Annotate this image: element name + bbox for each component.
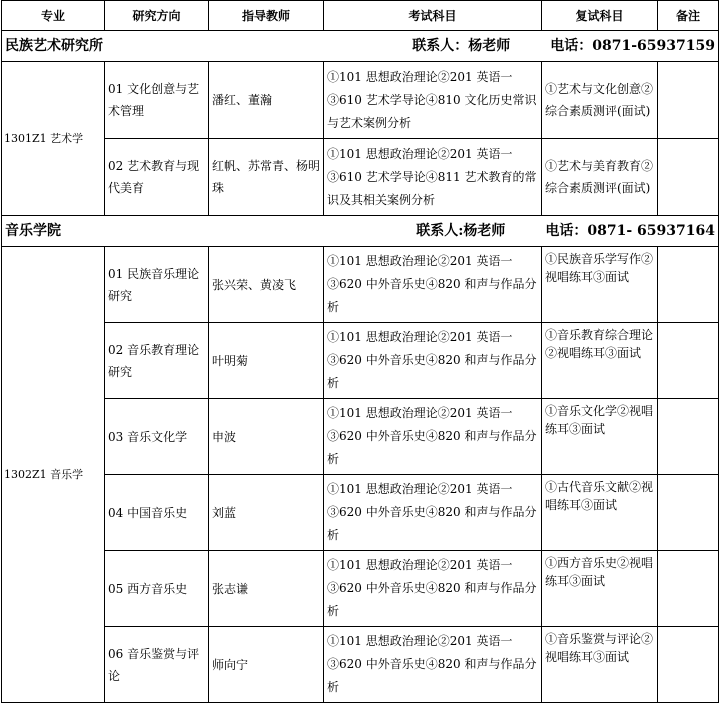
retest-cell: ①民族音乐学写作②视唱练耳③面试 bbox=[542, 247, 658, 323]
advisor-cell: 师向宁 bbox=[209, 627, 324, 703]
table-row bbox=[2, 139, 719, 216]
notes-cell bbox=[658, 475, 719, 551]
direction-cell: 02 音乐教育理论研究 bbox=[105, 323, 209, 399]
header-exam: 考试科目 bbox=[324, 1, 542, 31]
retest-cell: ①西方音乐史②视唱练耳③面试 bbox=[542, 551, 658, 627]
major-cell: 1301Z1 艺术学 bbox=[2, 62, 105, 216]
notes-cell bbox=[658, 399, 719, 475]
section-header-cell bbox=[2, 31, 719, 62]
direction-cell: 04 中国音乐史 bbox=[105, 475, 209, 551]
header-row bbox=[2, 1, 719, 31]
section-contact: 联系人：杨老师 bbox=[412, 38, 511, 54]
retest-cell: ①音乐鉴赏与评论②视唱练耳③面试 bbox=[542, 627, 658, 703]
exam-cell: ①101 思想政治理论②201 英语一③620 中外音乐史④820 和声与作品分析 bbox=[324, 247, 542, 323]
header-major: 专业 bbox=[2, 1, 105, 31]
section-phone: 电话：0871-65937159 bbox=[550, 38, 715, 54]
direction-cell: 06 音乐鉴赏与评论 bbox=[105, 627, 209, 703]
notes-cell bbox=[658, 323, 719, 399]
table-row bbox=[2, 627, 719, 703]
section-header-row bbox=[2, 216, 719, 247]
exam-cell: ①101 思想政治理论②201 英语一③610 艺术学导论④811 艺术教育的常识及其相关案例分析 bbox=[324, 139, 542, 216]
retest-cell: ①艺术与文化创意②综合素质测评(面试) bbox=[542, 62, 658, 139]
direction-cell: 02 艺术教育与现代美育 bbox=[105, 139, 209, 216]
advisor-cell: 潘红、董瀚 bbox=[209, 62, 324, 139]
notes-cell bbox=[658, 247, 719, 323]
exam-cell: ①101 思想政治理论②201 英语一③620 中外音乐史④820 和声与作品分析 bbox=[324, 475, 542, 551]
exam-cell: ①101 思想政治理论②201 英语一③620 中外音乐史④820 和声与作品分析 bbox=[324, 399, 542, 475]
advisor-cell: 刘蓝 bbox=[209, 475, 324, 551]
section-contact: 联系人:杨老师 bbox=[416, 223, 506, 239]
direction-cell: 01 民族音乐理论研究 bbox=[105, 247, 209, 323]
section-phone: 电话：0871- 65937164 bbox=[545, 223, 715, 239]
advisor-cell: 叶明菊 bbox=[209, 323, 324, 399]
advisor-cell: 张志谦 bbox=[209, 551, 324, 627]
major-cell: 1302Z1 音乐学 bbox=[2, 247, 105, 703]
table-row bbox=[2, 399, 719, 475]
notes-cell bbox=[658, 627, 719, 703]
notes-cell bbox=[658, 139, 719, 216]
admissions-table bbox=[1, 0, 719, 703]
notes-cell bbox=[658, 62, 719, 139]
exam-cell: ①101 思想政治理论②201 英语一③620 中外音乐史④820 和声与作品分析 bbox=[324, 323, 542, 399]
section-header-row bbox=[2, 31, 719, 62]
table-row bbox=[2, 475, 719, 551]
direction-cell: 03 音乐文化学 bbox=[105, 399, 209, 475]
header-advisor: 指导教师 bbox=[209, 1, 324, 31]
table-row bbox=[2, 62, 719, 139]
table-row bbox=[2, 323, 719, 399]
exam-cell: ①101 思想政治理论②201 英语一③610 艺术学导论④810 文化历史常识与艺术案例分析 bbox=[324, 62, 542, 139]
notes-cell bbox=[658, 551, 719, 627]
advisor-cell: 张兴荣、黄凌飞 bbox=[209, 247, 324, 323]
header-notes: 备注 bbox=[658, 1, 719, 31]
section-name: 音乐学院 bbox=[5, 223, 61, 239]
table-row bbox=[2, 551, 719, 627]
direction-cell: 05 西方音乐史 bbox=[105, 551, 209, 627]
advisor-cell: 申波 bbox=[209, 399, 324, 475]
section-header-cell bbox=[2, 216, 719, 247]
retest-cell: ①艺术与美育教育②综合素质测评(面试) bbox=[542, 139, 658, 216]
section-name: 民族艺术研究所 bbox=[5, 38, 103, 54]
header-retest: 复试科目 bbox=[542, 1, 658, 31]
exam-cell: ①101 思想政治理论②201 英语一③620 中外音乐史④820 和声与作品分析 bbox=[324, 627, 542, 703]
retest-cell: ①音乐文化学②视唱练耳③面试 bbox=[542, 399, 658, 475]
retest-cell: ①音乐教育综合理论②视唱练耳③面试 bbox=[542, 323, 658, 399]
exam-cell: ①101 思想政治理论②201 英语一③620 中外音乐史④820 和声与作品分析 bbox=[324, 551, 542, 627]
header-direction: 研究方向 bbox=[105, 1, 209, 31]
direction-cell: 01 文化创意与艺术管理 bbox=[105, 62, 209, 139]
table-row bbox=[2, 247, 719, 323]
advisor-cell: 红帆、苏常青、杨明珠 bbox=[209, 139, 324, 216]
retest-cell: ①古代音乐文献②视唱练耳③面试 bbox=[542, 475, 658, 551]
